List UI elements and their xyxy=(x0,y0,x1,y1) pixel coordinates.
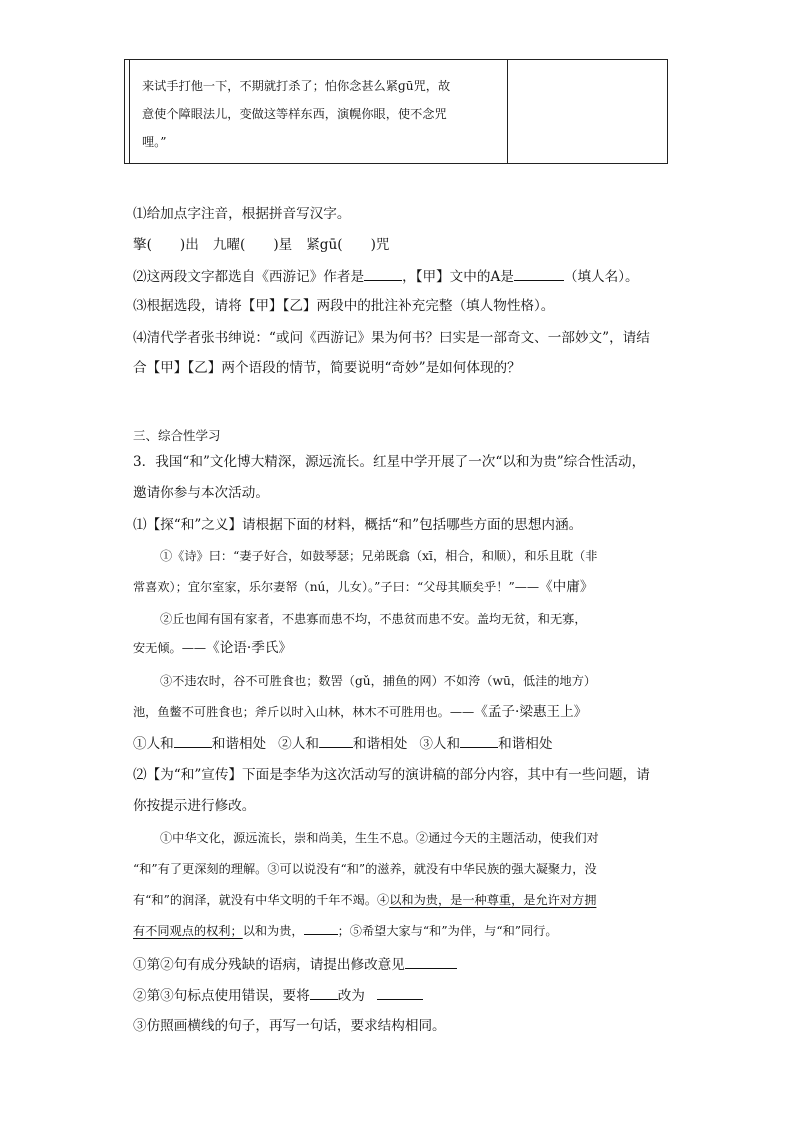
underlined-sentence: 以和为贵，是一种尊重，是允许对方拥 xyxy=(389,893,597,907)
passage-line: 哩。” xyxy=(142,135,167,149)
answer-blank[interactable] xyxy=(174,733,212,748)
material-3-line1: ③不违农时，谷不可胜食也；数罟（gǔ，捕鱼的网）不如洿（wū，低洼的地方） xyxy=(160,674,597,688)
passage-line: 来试手打他一下，不期就打杀了；怕你念甚么紧ɡū咒，故 xyxy=(142,79,451,93)
q2-text: （填人名）。 xyxy=(563,269,639,285)
table-column-divider xyxy=(507,59,508,164)
q2-text: ⑵这两段文字都选自《西游记》作者是 xyxy=(133,269,365,285)
material-1-line2 xyxy=(133,577,593,597)
fill-label: 和谐相处 xyxy=(498,736,553,752)
q1-item: )出 xyxy=(179,237,199,253)
answer-blank[interactable] xyxy=(304,920,338,935)
fill-label: ①人和 xyxy=(133,736,174,752)
speech-line2: “和”有了更深刻的理解。③可以说没有“和”的滋养，就没有中华民族的强大凝聚力，没 xyxy=(133,862,597,876)
answer-blank[interactable] xyxy=(460,733,498,748)
q1-item: )咒 xyxy=(370,237,390,253)
task-2 xyxy=(133,985,423,1006)
question-3: ⑶根据选段，请将【甲】【乙】两段中的批注补充完整（填人物性格）。 xyxy=(133,298,555,314)
passage-table xyxy=(124,59,668,164)
material-2-line2 xyxy=(133,638,292,658)
subquestion-2-title-line1: ⑵【为“和”宣传】下面是李华为这次活动写的演讲稿的部分内容，其中有一些问题，请 xyxy=(133,767,650,783)
section-heading: 三、综合性学习 xyxy=(133,428,221,443)
q1-item: 九曜( xyxy=(212,237,246,253)
speech-text: ；⑤希望大家与“和”为伴，与“和”同行。 xyxy=(337,924,558,938)
speech-text: 有“和”的润泽，就没有中华文明的千年不竭。④ xyxy=(133,893,390,907)
answer-blank[interactable] xyxy=(319,733,353,748)
passage-line: 意使个障眼法儿，变做这等样东西，演幌你眼，使不念咒 xyxy=(142,107,447,121)
underlined-sentence: 有不同观点的权利； xyxy=(133,924,243,938)
answer-blank[interactable] xyxy=(310,985,338,1000)
material-1-line1: ①《诗》曰：“妻子好合，如鼓琴瑟；兄弟既翕（xī，相合，和顺），和乐且耽（非 xyxy=(160,549,598,563)
answer-blank[interactable] xyxy=(405,954,457,969)
material-text: 常喜欢）；宜尔室家，乐尔妻帑（nú，儿女）。”子曰：“父母其顺矣乎！”—— xyxy=(133,580,540,594)
task-3: ③仿照画横线的句子，再写一句话，要求结构相同。 xyxy=(133,1018,446,1034)
answer-blank[interactable] xyxy=(514,266,564,281)
question-4-line1: ⑷清代学者张书绅说：“或问《西游记》果为何书？曰实是一部奇文、一部妙文”，请结 xyxy=(133,330,650,346)
fill-label: 和谐相处 xyxy=(352,736,408,752)
task-text: ②第③句标点使用错误，要将 xyxy=(133,988,310,1004)
passage-cell xyxy=(142,72,502,156)
material-text: 安无倾。—— xyxy=(133,641,207,655)
speech-line4 xyxy=(133,920,558,941)
table-double-rule xyxy=(129,59,130,164)
q2-text: ，【甲】文中的A是 xyxy=(402,269,514,285)
speech-text: 以和为贵， xyxy=(242,924,304,938)
subquestion-2-title-line2: 你按提示进行修改。 xyxy=(133,798,256,814)
speech-line3 xyxy=(133,890,596,910)
answer-blank[interactable] xyxy=(377,985,423,1000)
task-text: ①第②句有成分残缺的语病，请提出修改意见 xyxy=(133,957,405,973)
intro-line1: 3．我国“和”文化博大精深，源远流长。红星中学开展了一次“以和为贵”综合性活动， xyxy=(133,454,646,470)
intro-line2: 邀请你参与本次活动。 xyxy=(133,485,269,501)
source-citation: 《论语·季氏》 xyxy=(206,640,293,656)
question-4-line2: 合【甲】【乙】两个语段的情节，简要说明“奇妙”是如何体现的？ xyxy=(133,360,521,376)
fill-label: 和谐相处 xyxy=(211,736,267,752)
material-3-line2 xyxy=(133,702,587,722)
q1-item: 紧gū( xyxy=(306,237,343,253)
subquestion-1-title: ⑴【探“和”之义】请根据下面的材料，概括“和”包括哪些方面的思想内涵。 xyxy=(133,517,583,533)
speech-line1: ①中华文化，源远流长，崇和尚美，生生不息。②通过今天的主题活动，使我们对 xyxy=(160,831,599,845)
answer-blank[interactable] xyxy=(364,266,402,281)
question-1-items xyxy=(133,235,389,255)
fill-in-items xyxy=(133,733,552,754)
material-text: 池，鱼鳖不可胜食也；斧斤以时入山林，林木不可胜用也。—— xyxy=(133,705,475,719)
question-2 xyxy=(133,266,639,287)
fill-label: ②人和 xyxy=(278,736,319,752)
question-1: ⑴给加点字注音，根据拼音写汉字。 xyxy=(133,206,351,222)
task-text: 改为 xyxy=(337,988,365,1004)
q1-item: 擎( xyxy=(133,237,152,253)
source-citation: 《中庸》 xyxy=(539,579,594,595)
material-2-line1: ②丘也闻有国有家者，不患寡而患不均，不患贫而患不安。盖均无贫，和无寡， xyxy=(160,612,587,626)
q1-item: )星 xyxy=(273,237,293,253)
fill-label: ③人和 xyxy=(419,736,461,752)
task-1 xyxy=(133,954,457,975)
source-citation: 《孟子·梁惠王上》 xyxy=(474,704,588,720)
